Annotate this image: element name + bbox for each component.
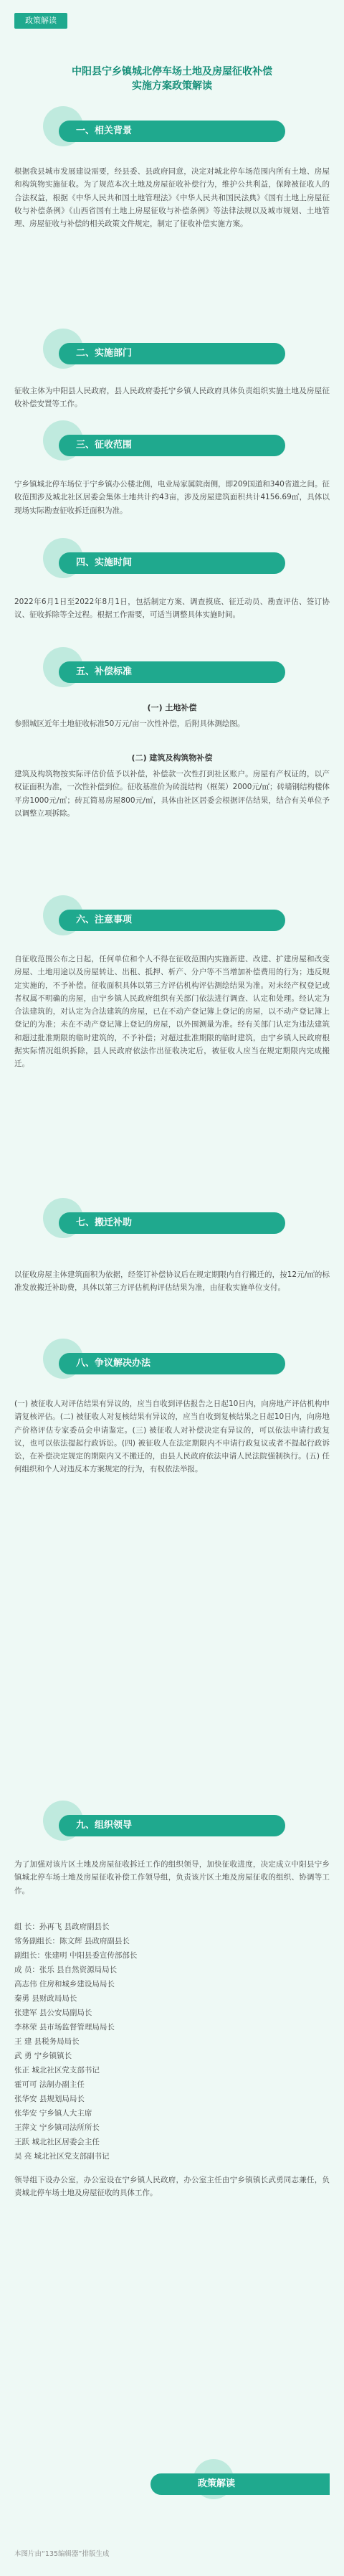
paragraph-background: 根据我县城市发展建设需要，经县委、县政府同意，决定对城北停车场范围内所有土地、房屋和构筑物实施征收。为了规范本次土地及房屋征收补偿行为，维护公共利益，保障被征收人的合法权益，根据《中华人民共和国土地管理法》《中华人民共和国民法典》《国有土地上房屋征收与补偿条例》《山西省国有土地上房屋征收与补偿条例》等法律法规以及城市规划、土地管理、房屋征收与补偿的相关政策文件规定，制定了征收补偿实施方案。 xyxy=(14,167,330,229)
list-item: 张华安 县规划局局长 xyxy=(14,2095,85,2103)
paragraph-notes: 自征收范围公布之日起，任何单位和个人不得在征收范围内实施新建、改建、扩建房屋和改变房屋、土地用途以及房屋转让、出租、抵押、析产、分户等不当增加补偿费用的行为；违反规定实施的，不予补偿。征收面积具体以第三方评估机构评估测绘结果为准。对未经产权登记或者权属不明确的房屋，由宁乡镇人民政府组织有关部门依法进行调查、认定和处理。经认定为合法建筑的，对认定为合法建筑的房屋，已在不动产登记簿上登记的房屋，以不动产登记簿上登记的为准；未在不动产登记簿上登记的房屋，以外围测量为准。经有关部门认定为违法建筑和超过批准期限的临时建筑的，不予补偿；对超过批准期限的临时建筑，由宁乡镇人民政府根据实际情况组织拆除，县人民政府依法作出征收决定后，被征收人应当在规定期限内完成搬迁。 xyxy=(14,955,330,1069)
paragraph-office: 领导组下设办公室，办公室设在宁乡镇人民政府，办公室主任由宁乡镇镇长武勇同志兼任，负责城北停车场土地及房屋征收的具体工作。 xyxy=(14,2176,330,2198)
list-item: 李林荣 县市场监督管理局局长 xyxy=(14,2023,115,2032)
section-header-disputes xyxy=(59,1353,285,1374)
title-line-1: 中阳县宁乡镇城北停车场土地及房屋征收补偿 xyxy=(72,66,272,77)
list-item: 组 长：孙再飞 县政府副县长 xyxy=(14,1922,110,1931)
list-item: 张建军 县公安局副局长 xyxy=(14,2009,92,2017)
section-header-departments xyxy=(59,343,285,364)
paragraph-land: 参照城区近年土地征收标准50万元/亩一次性补偿，后附具体测绘图。 xyxy=(14,720,245,728)
paragraph-relocation: 以征收房屋主体建筑面积为依据，经签订补偿协议后在规定期限内自行搬迁的，按12元/㎡的标准发放搬迁补助费，具体以第三方评估机构评估结果为准，由征收实施单位支付。 xyxy=(14,1270,330,1293)
list-item: 霍可可 法制办副主任 xyxy=(14,2080,85,2089)
list-item: 王萍文 宁乡镇司法所所长 xyxy=(14,2123,100,2132)
paragraph-scope: 宁乡镇城北停车场位于宁乡镇办公楼北侧，电业局家属院南侧，即209国道和340省道之间。征收范围涉及城北社区居委会集体土地共计约43亩，涉及房屋建筑面积共计4156.69㎡，具体以现场实际勘查征收拆迁面积为准。 xyxy=(14,480,330,515)
list-item: 张华安 宁乡镇人大主席 xyxy=(14,2109,92,2118)
list-item: 王 建 县税务局局长 xyxy=(14,2037,80,2046)
section-header-background xyxy=(59,121,285,142)
section-label: 九、组织领导 xyxy=(76,1820,133,1831)
section-label: 七、搬迁补助 xyxy=(76,1217,133,1228)
section-header-relocation xyxy=(59,1212,285,1234)
paragraph-leadership: 为了加强对该片区土地及房屋征收拆迁工作的组织领导，加快征收进度，决定成立中阳县宁乡镇城北停车场土地及房屋征收补偿工作领导组，负责该片区土地及房屋征收的组织、协调等工作。 xyxy=(14,1860,330,1895)
paragraph-departments: 征收主体为中阳县人民政府，县人民政府委托宁乡镇人民政府具体负责组织实施土地及房屋征收补偿安置等工作。 xyxy=(14,387,330,409)
section-label: 一、相关背景 xyxy=(76,126,133,136)
section-label: 四、实施时间 xyxy=(76,557,133,568)
subheading-buildings: (二) 建筑及构筑物补偿 xyxy=(131,753,213,763)
title-line-2: 实施方案政策解读 xyxy=(132,80,212,92)
section-label: 五、补偿标准 xyxy=(76,666,133,677)
list-item: 高志伟 住房和城乡建设局局长 xyxy=(14,1980,115,1988)
paragraph-time: 2022年6月1日至2022年8月1日，包括制定方案、调查摸底、征迁动员、勘查评估、签订协议、征收拆除等全过程。根据工作需要，可适当调整具体实施时间。 xyxy=(14,598,330,620)
paragraph-buildings: 建筑及构筑物按实际评估价值予以补偿，补偿款一次性打到社区账户。房屋有产权证的，以产权证面积为准，一次性补偿到位。征收基准价为砖混结构（框架）2000元/㎡；砖墙钢结构楼体平房1000元/㎡；砖瓦简易房屋800元/㎡，具体由社区居委会根据评估结果，结合有关单位予以调整立项拆除。 xyxy=(14,770,330,818)
section-label: 二、实施部门 xyxy=(76,348,133,359)
subheading-land: (一) 土地补偿 xyxy=(147,703,197,712)
section-label: 六、注意事项 xyxy=(76,915,133,925)
section-header-notes xyxy=(59,910,285,931)
section-label: 三、征收范围 xyxy=(76,440,133,450)
list-item: 吴 亮 城北社区党支部副书记 xyxy=(14,2152,110,2161)
list-item: 武 勇 宁乡镇镇长 xyxy=(14,2052,72,2060)
section-header-time xyxy=(59,552,285,574)
page-title xyxy=(14,65,330,93)
list-item: 王跃 城北社区居委会主任 xyxy=(14,2138,100,2146)
section-header-compensation xyxy=(59,661,285,683)
footer-banner xyxy=(0,2473,344,2509)
category-tag: 政策解读 xyxy=(14,13,67,29)
list-item: 秦勇 县财政局局长 xyxy=(14,1994,77,2003)
section-header-scope xyxy=(59,435,285,456)
list-item: 张正 城北社区党支部书记 xyxy=(14,2066,100,2075)
footer-label: 政策解读 xyxy=(198,2478,236,2489)
source-note: 本图片由“135编辑器”排版生成 xyxy=(14,2550,110,2558)
list-item: 副组长：张建明 中阳县委宣传部部长 xyxy=(14,1951,138,1960)
section-label: 八、争议解决办法 xyxy=(76,1358,151,1369)
list-item: 常务副组长：陈文辉 县政府副县长 xyxy=(14,1937,130,1945)
footer-bar xyxy=(150,2473,330,2495)
list-item: 成 员：张乐 县自然资源局局长 xyxy=(14,1966,118,1974)
section-header-leadership xyxy=(59,1815,285,1836)
member-list xyxy=(14,1920,330,2164)
paragraph-disputes: (一) 被征收人对评估结果有异议的，应当自收到评估报告之日起10日内，向房地产评估机构申请复核评估。(二) 被征收人对复核结果有异议的，应当自收到复核结果之日起10日内，向房地产价格评估专家委员会申请鉴定。(三) 被征收人对补偿决定有异议的，可以依法申请行政复议，也可以依法提起行政诉讼。(四) 被征收人在法定期限内不申请行政复议或者不提起行政诉讼，在补偿决定规定的期限内又不搬迁的，由县人民政府依法申请人民法院强制执行。(五) 任何组织和个人对违反本方案规定的行为，有权依法举报。 xyxy=(14,1400,330,1474)
